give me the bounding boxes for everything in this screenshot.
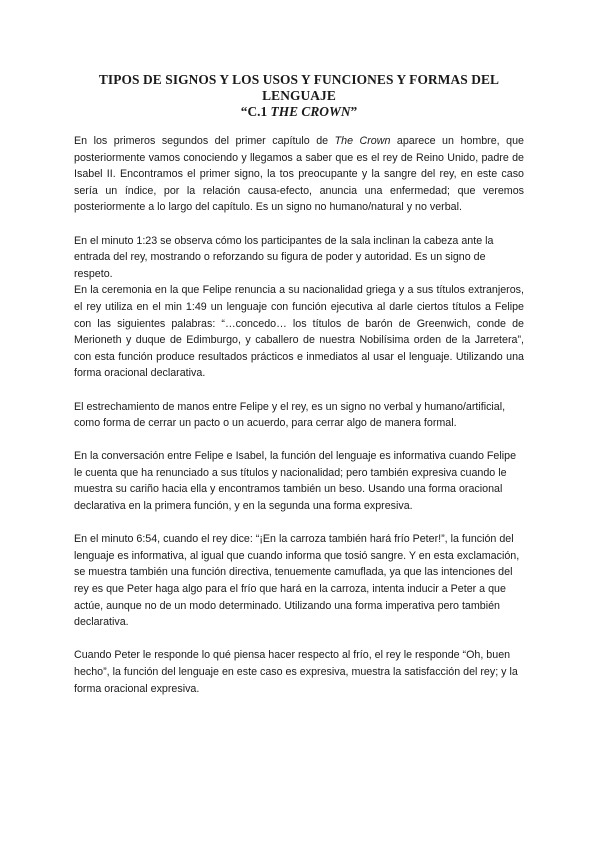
subtitle-suffix: ” [350, 104, 358, 119]
document-subtitle [74, 104, 524, 120]
paragraph-1 [74, 133, 524, 216]
paragraph-4: El estrechamiento de manos entre Felipe y el rey, es un signo no verbal y humano/artificial, como forma de cerrar un pacto o un acuerdo, para cerrar algo de manera formal. [74, 400, 506, 430]
document-body [74, 133, 524, 697]
paragraph-3: En la ceremonia en la que Felipe renuncia a su nacionalidad griega y a sus títulos extranjeros, el rey utiliza en el min 1:49 un lenguaje con función ejecutiva al darle ciertos títulos a Felipe con las siguientes palabras: “…concedo… los títulos de barón de Greenwich, conde de Merioneth y duque de Edimburgo, y caballero de nuestra Nobilísima orden de la Jarretera”, con esta función produce resultados prácticos e inmediatos al usar el lenguaje. Utilizando una forma oracional declarativa. [74, 284, 524, 380]
document-title: TIPOS DE SIGNOS Y LOS USOS Y FUNCIONES Y FORMAS DEL LENGUAJE [98, 72, 500, 103]
paragraph-1-pre: En los primeros segundos del primer capítulo de [74, 135, 335, 147]
subtitle-prefix: “C.1 [240, 104, 271, 119]
paragraph-1-post: aparece un hombre, que posteriormente vamos conociendo y llegamos a saber que es el rey de Reino Unido, padre de Isabel II. Encontramos el primer signo, la tos preocupante y la sangre del rey, en este caso sería un índice, por la relación causa-efecto, anuncia una enfermedad; que veremos posteriormente a lo largo del capítulo. Es un signo no humano/natural y no verbal. [74, 135, 524, 214]
paragraph-1-italic: The Crown [334, 135, 391, 147]
paragraph-2: En el minuto 1:23 se observa cómo los participantes de la sala inclinan la cabeza ante la entrada del rey, mostrando o reforzando su figura de poder y autoridad. Es un signo de respeto. [74, 234, 494, 280]
paragraph-5: En la conversación entre Felipe e Isabel, la función del lenguaje es informativa cuando Felipe le cuenta que ha renunciado a sus títulos y nacionalidad; pero también expresiva cuando le muestra su cariño hacia ella y encontramos también un beso. Usando una forma oracional declarativa en la primera función, y en la segunda una forma expresiva. [74, 450, 517, 513]
subtitle-italic: THE CROWN [270, 104, 351, 119]
paragraph-6: En el minuto 6:54, cuando el rey dice: “¡En la carroza también hará frío Peter!”, la función del lenguaje es informativa, al igual que cuando informa que tosió sangre. Y en esta exclamación, se muestra también una función directiva, tenuemente camuflada, ya que las intenciones del rey es que Peter haga algo para el frío que hará en la carroza, intenta inducir a Peter a que actúe, aunque no de un modo determinado. Utilizando una forma imperativa pero también declarativa. [74, 533, 520, 629]
paragraph-7: Cuando Peter le responde lo qué piensa hacer respecto al frío, el rey le responde “Oh, buen hecho”, la función del lenguaje en este caso es expresiva, muestra la satisfacción del rey; y la forma oracional expresiva. [74, 649, 518, 695]
